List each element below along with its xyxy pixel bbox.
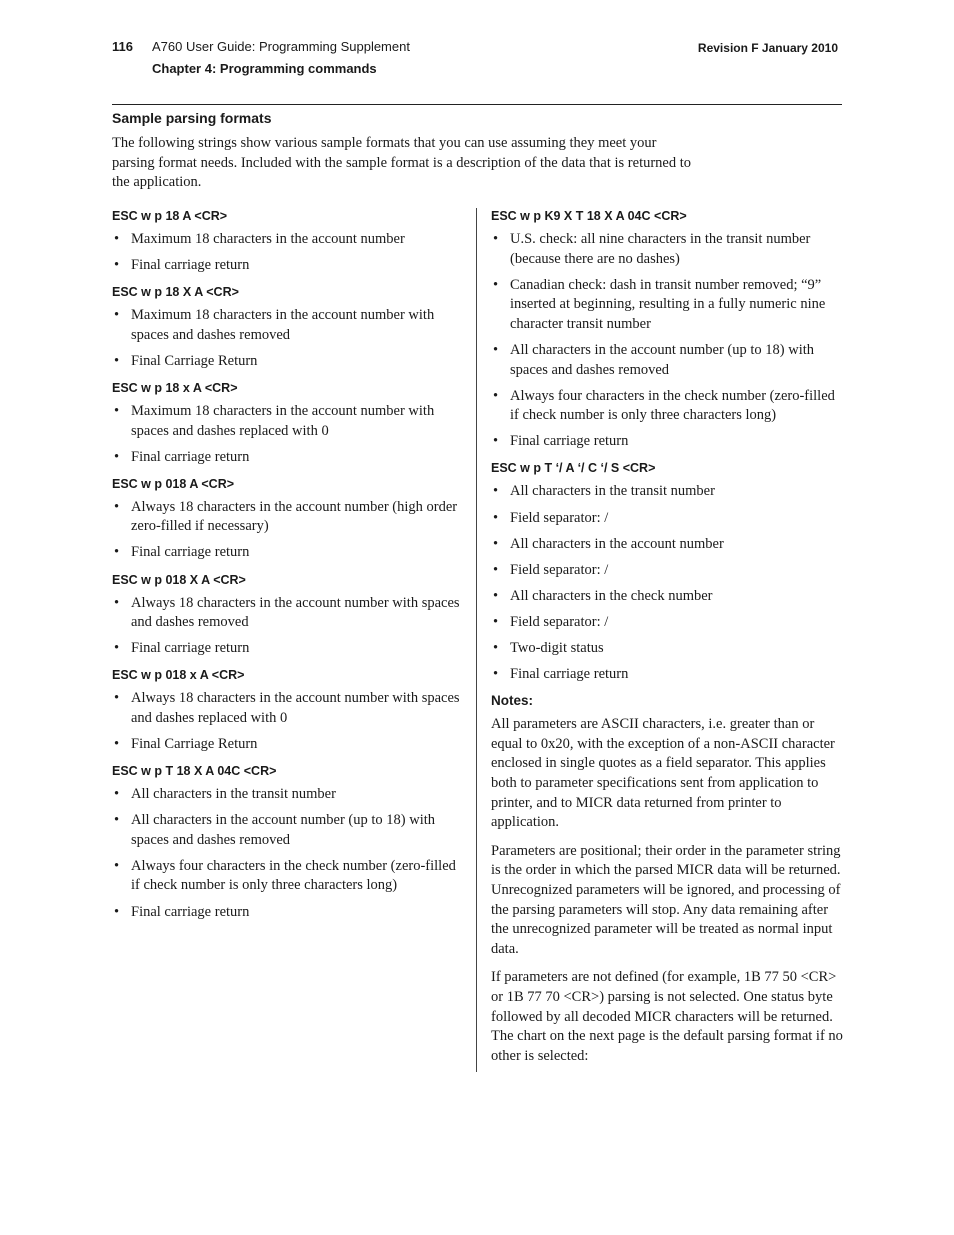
- bullet-item: [112, 857, 464, 896]
- bullet-text: Two-digit status: [510, 640, 604, 656]
- bullet-dot-icon: •: [114, 857, 120, 874]
- command-block: [112, 378, 464, 467]
- bullet-dot-icon: •: [493, 587, 499, 604]
- bullet-item: [112, 498, 464, 537]
- bullet-text: All characters in the account number (up to 18) with spaces and dashes removed: [131, 812, 435, 848]
- bullet-dot-icon: •: [493, 535, 499, 552]
- bullet-list: [112, 594, 464, 659]
- bullet-list: [112, 689, 464, 754]
- bullet-item: [491, 561, 843, 581]
- bullet-dot-icon: •: [493, 561, 499, 578]
- notes-heading: Notes:: [491, 693, 534, 709]
- bullet-text: Maximum 18 characters in the account number with spaces and dashes replaced with 0: [131, 402, 435, 439]
- bullet-item: [112, 256, 464, 276]
- bullet-dot-icon: •: [493, 483, 499, 500]
- command-string: ESC w p 018 x A <CR>: [112, 668, 245, 683]
- page-number: 116: [112, 39, 133, 54]
- bullet-item: [491, 639, 843, 659]
- bullet-text: All characters in the account number: [510, 535, 724, 552]
- command-string: ESC w p 18 A <CR>: [112, 209, 228, 223]
- bullet-text: Field separator: /: [510, 509, 609, 526]
- header-rule: [112, 104, 842, 105]
- bullet-dot-icon: •: [114, 736, 120, 752]
- command-string: ESC w p 018 X A <CR>: [112, 572, 246, 587]
- notes-paragraph: All parameters are ASCII characters, i.e. greater than or equal to 0x20, with the exception of a non-ASCII character enclosed in single quotes as a field separator. This applies both to parameter specifications sent from application to printer, and to MICR data returned from printer to application.: [491, 716, 835, 831]
- bullet-text: Final Carriage Return: [131, 352, 258, 369]
- bullet-text: Final carriage return: [131, 448, 250, 465]
- revision-label: Revision F January 2010: [697, 41, 838, 55]
- bullet-item: [491, 665, 843, 685]
- bullet-list: [112, 402, 464, 467]
- bullet-text: All characters in the account number (up to 18) with spaces and dashes removed: [510, 341, 814, 378]
- bullet-dot-icon: •: [114, 352, 120, 369]
- bullet-dot-icon: •: [493, 231, 499, 247]
- bullet-dot-icon: •: [114, 812, 120, 829]
- bullet-item: [112, 639, 464, 659]
- bullet-item: [112, 594, 464, 633]
- bullet-text: Maximum 18 characters in the account number: [131, 231, 405, 247]
- bullet-item: [112, 811, 464, 850]
- bullet-item: [112, 402, 464, 441]
- command-string: ESC w p 018 A <CR>: [112, 476, 235, 491]
- bullet-dot-icon: •: [114, 231, 120, 247]
- bullet-text: Maximum 18 characters in the account number with spaces and dashes removed: [131, 307, 435, 343]
- column-divider: [476, 208, 477, 1072]
- command-block: [491, 206, 843, 452]
- bullet-list: [491, 230, 843, 452]
- bullet-text: Final carriage return: [510, 666, 629, 683]
- bullet-item: [112, 230, 464, 250]
- bullet-text: All characters in the transit number: [510, 483, 715, 500]
- command-string: ESC w p 18 x A <CR>: [112, 380, 238, 395]
- bullet-item: [491, 509, 843, 529]
- bullet-item: [112, 448, 464, 468]
- right-command-blocks: [491, 206, 843, 685]
- command-block: [112, 570, 464, 659]
- bullet-dot-icon: •: [493, 666, 499, 683]
- bullet-dot-icon: •: [114, 690, 120, 707]
- bullet-item: [112, 306, 464, 345]
- bullet-text: All characters in the transit number: [131, 786, 336, 803]
- bullet-list: [112, 785, 464, 922]
- bullet-dot-icon: •: [493, 433, 499, 450]
- bullet-text: Always four characters in the check number (zero-filled if check number is only three characters long): [131, 857, 456, 894]
- bullet-dot-icon: •: [493, 613, 499, 630]
- bullet-text: Final carriage return: [510, 433, 629, 450]
- bullet-item: [491, 613, 843, 633]
- command-string: ESC w p 18 X A <CR>: [112, 285, 239, 300]
- command-block: [491, 458, 843, 684]
- bullet-dot-icon: •: [114, 402, 120, 419]
- bullet-text: Field separator: /: [510, 561, 609, 578]
- bullet-dot-icon: •: [114, 448, 120, 465]
- bullet-item: [112, 352, 464, 372]
- section-title: Sample parsing formats: [112, 110, 272, 126]
- command-block: [112, 206, 464, 276]
- bullet-dot-icon: •: [493, 509, 499, 526]
- command-block: [112, 282, 464, 371]
- bullet-text: All characters in the check number: [510, 587, 713, 604]
- bullet-item: [112, 785, 464, 805]
- bullet-text: Final carriage return: [131, 257, 250, 274]
- bullet-item: [491, 276, 843, 335]
- bullet-dot-icon: •: [114, 498, 120, 515]
- bullet-item: [112, 735, 464, 755]
- bullet-dot-icon: •: [114, 903, 120, 920]
- section-intro: The following strings show various sample formats that you can use assuming they meet your parsing format needs. Included with the sample format is a description of the data that is returned to the application.: [112, 135, 692, 191]
- bullet-item: [112, 903, 464, 923]
- bullet-dot-icon: •: [114, 640, 120, 657]
- bullet-text: Always 18 characters in the account number with spaces and dashes removed: [131, 594, 460, 631]
- bullet-item: [491, 587, 843, 607]
- bullet-text: Always 18 characters in the account number with spaces and dashes replaced with 0: [131, 690, 460, 726]
- bullet-dot-icon: •: [114, 544, 120, 561]
- bullet-item: [491, 341, 843, 380]
- bullet-dot-icon: •: [493, 640, 499, 656]
- command-string: ESC w p T ‘/ A ‘/ C ‘/ S <CR>: [491, 461, 656, 476]
- bullet-dot-icon: •: [114, 786, 120, 803]
- bullet-dot-icon: •: [493, 276, 499, 293]
- bullet-list: [112, 498, 464, 563]
- bullet-item: [491, 387, 843, 426]
- bullet-text: Final carriage return: [131, 903, 250, 920]
- bullet-text: Always four characters in the check number (zero-filled if check number is only three characters long): [510, 387, 835, 424]
- bullet-text: Final carriage return: [131, 640, 250, 657]
- bullet-item: [112, 543, 464, 563]
- command-block: [112, 761, 464, 922]
- bullet-text: Canadian check: dash in transit number removed; “9” inserted at beginning, resulting in a fully numeric nine character transit number: [510, 276, 826, 332]
- bullet-dot-icon: •: [114, 307, 120, 324]
- notes-paragraph: Parameters are positional; their order in the parameter string is the order in which the parsed MICR data will be returned. Unrecognized parameters will be ignored, and processing of the parsing parameters will stop. Any data remaining after the unrecognized parameter will be treated as normal input data.: [491, 842, 841, 957]
- bullet-item: [112, 689, 464, 728]
- left-column: [112, 206, 464, 929]
- bullet-dot-icon: •: [493, 341, 499, 358]
- bullet-dot-icon: •: [493, 387, 499, 404]
- bullet-item: [491, 432, 843, 452]
- bullet-text: Field separator: /: [510, 613, 609, 630]
- chapter-title: Chapter 4: Programming commands: [152, 61, 377, 76]
- command-string: ESC w p K9 X T 18 X A 04C <CR>: [491, 209, 687, 223]
- bullet-item: [491, 482, 843, 502]
- notes-section: [491, 691, 843, 1066]
- bullet-text: Final Carriage Return: [131, 736, 258, 752]
- bullet-text: U.S. check: all nine characters in the transit number (because there are no dashes): [510, 231, 811, 267]
- bullet-dot-icon: •: [114, 594, 120, 611]
- guide-title: A760 User Guide: Programming Supplement: [152, 39, 410, 54]
- bullet-text: Always 18 characters in the account number (high order zero-filled if necessary): [131, 498, 458, 535]
- command-block: [112, 665, 464, 754]
- bullet-text: Final carriage return: [131, 544, 250, 561]
- bullet-dot-icon: •: [114, 257, 120, 274]
- bullet-item: [491, 230, 843, 269]
- bullet-item: [491, 535, 843, 555]
- bullet-list: [112, 306, 464, 371]
- bullet-list: [491, 482, 843, 684]
- right-column: [491, 206, 843, 1075]
- notes-paragraph: If parameters are not defined (for example, 1B 77 50 <CR> or 1B 77 70 <CR>) parsing is not selected. One status byte followed by all decoded MICR characters will be returned. The chart on the next page is the default parsing format if no other is selected:: [491, 969, 843, 1064]
- command-string: ESC w p T 18 X A 04C <CR>: [112, 764, 277, 779]
- bullet-list: [112, 230, 464, 276]
- command-block: [112, 474, 464, 563]
